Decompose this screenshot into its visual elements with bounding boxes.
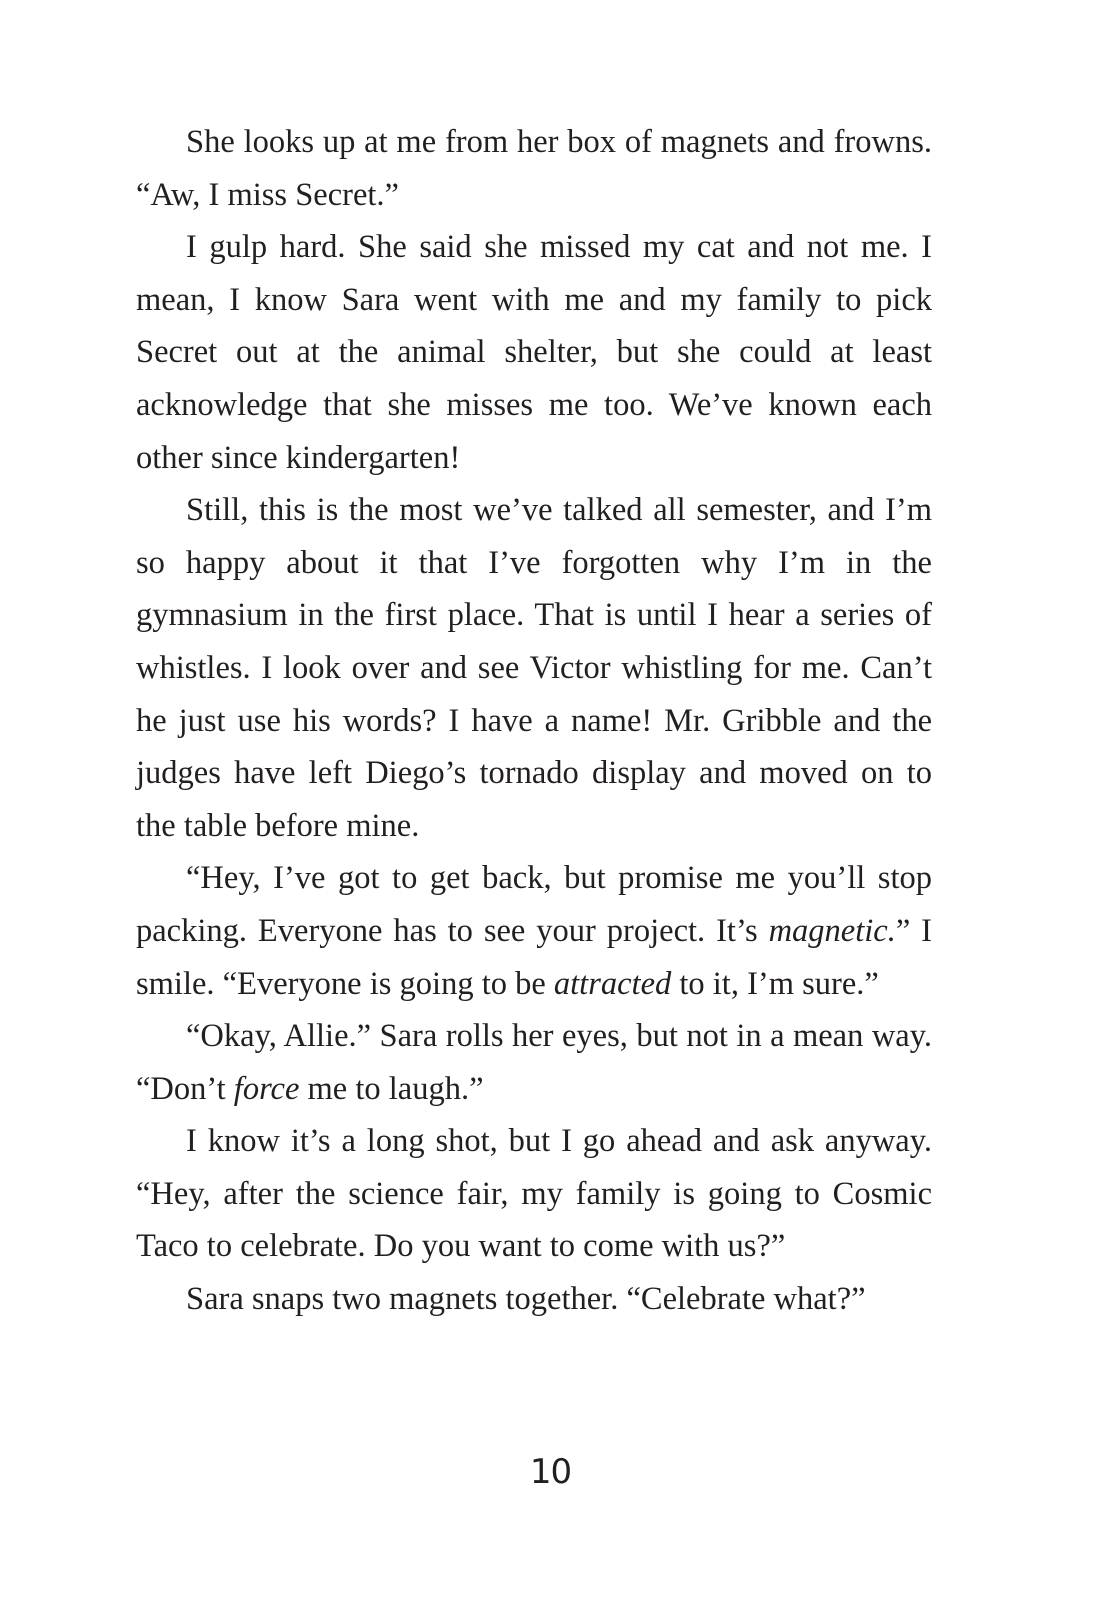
text-run: to it, I’m sure.” [671,965,879,1002]
paragraph [136,116,932,221]
paragraph [136,484,932,852]
text-run: I know it’s a long shot, but I go ahead and ask anyway. “Hey, after the science fair, my family is going to Cosmic Taco to celebrate. Do you want to come with us?” [136,1123,932,1265]
text-run: I gulp hard. She said she missed my cat and not me. I mean, I know Sara went with me and my family to pick Secret out at the animal shelter, but she could at least acknowledge that she misses me too. We’ve known each other since kindergarten! [136,229,932,476]
text-run: me to laugh.” [299,1070,484,1107]
paragraph [136,852,932,1010]
text-run: ” I smile. “Everyone is going to be [136,912,933,1002]
text-run: Still, this is the most we’ve talked all semester, and I’m so happy about it that I’ve forgotten why I’m in the gymnasium in the first place. That is until I hear a series of whistles. I look over and see Victor whistling for me. Can’t he just use his words? I have a name! Mr. Gribble and the judges have left Diego’s tornado display and moved on to the table before mine. [136,492,932,844]
paragraph [136,221,932,484]
paragraph [136,1010,932,1115]
paragraph [136,1115,932,1273]
paragraph [136,1273,932,1326]
italic-text-run: attracted [553,965,672,1002]
page-number: 10 [529,1452,572,1492]
italic-text-run: force [233,1070,300,1107]
book-page-text [136,116,932,1326]
text-run: She looks up at me from her box of magnets and frowns. “Aw, I miss Secret.” [136,124,932,213]
text-run: “Okay, Allie.” Sara rolls her eyes, but not in a mean way. “Don’t [136,1018,932,1107]
text-run: “Hey, I’ve got to get back, but promise me you’ll stop packing. Everyone has to see your project. It’s [136,860,932,949]
italic-text-run: magnetic. [768,912,896,949]
text-run: Sara snaps two magnets together. “Celebrate what?” [186,1281,866,1318]
